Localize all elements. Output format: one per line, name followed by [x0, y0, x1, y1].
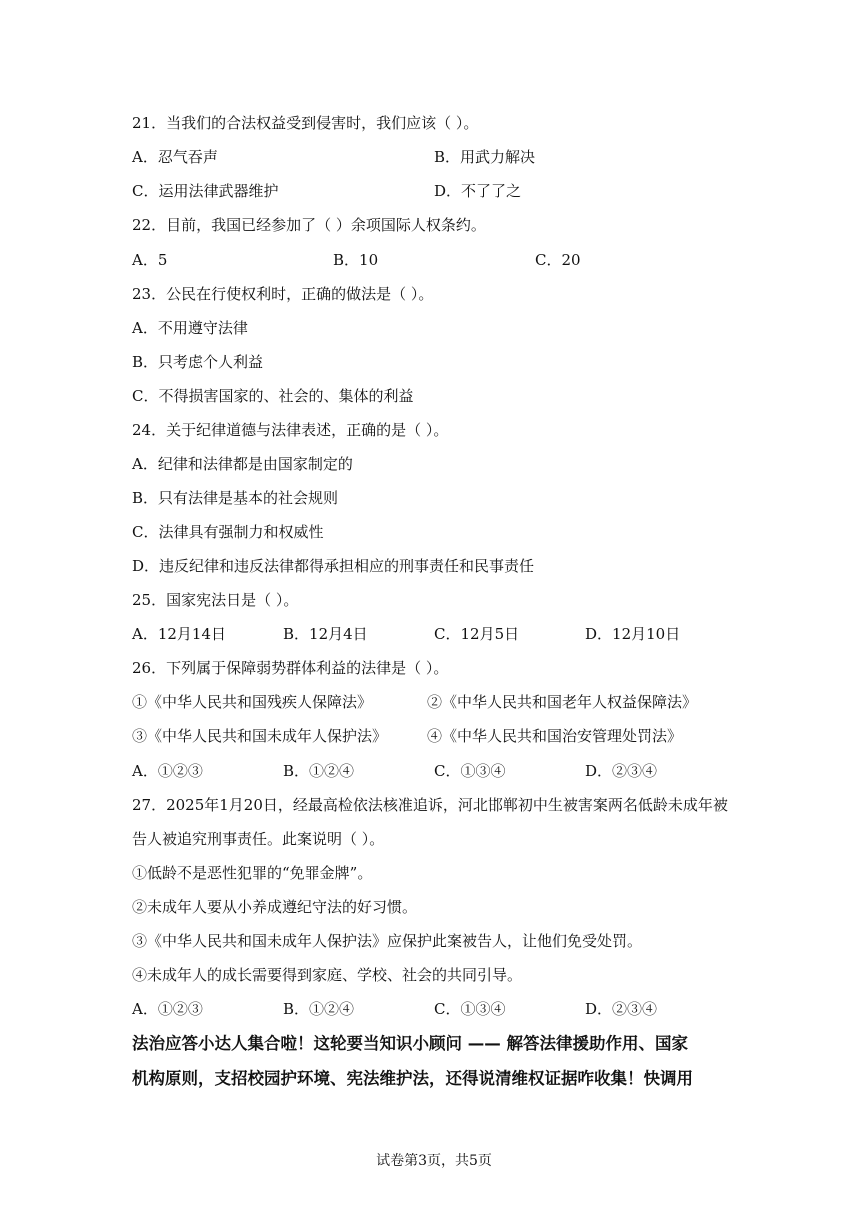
q23-option-a: A．不用遵守法律 [132, 319, 248, 337]
promo-line-1: 法治应答小达人集合啦！这轮要当知识小顾问 —— 解答法律援助作用、国家 [132, 1034, 688, 1053]
q27-item-4: ④未成年人的成长需要得到家庭、学校、社会的共同引导。 [132, 966, 523, 984]
question-23-stem: 23．公民在行使权利时，正确的做法是（ ）。 [132, 285, 434, 303]
q24-option-c: C．法律具有强制力和权威性 [132, 523, 324, 541]
q27-option-d: D．②③④ [585, 1000, 658, 1018]
q25-option-b: B．12月4日 [283, 625, 368, 643]
q23-option-c: C．不得损害国家的、社会的、集体的利益 [132, 387, 414, 405]
q26-option-d: D．②③④ [585, 762, 658, 780]
q27-item-3: ③《中华人民共和国未成年人保护法》应保护此案被告人，让他们免受处罚。 [132, 932, 643, 950]
q26-item-2: ②《中华人民共和国老年人权益保障法》 [427, 693, 698, 711]
question-22-stem: 22．目前，我国已经参加了（ ）余项国际人权条约。 [132, 216, 486, 234]
q21-option-b: B．用武力解决 [434, 148, 536, 166]
q24-option-b: B．只有法律是基本的社会规则 [132, 489, 339, 507]
page-footer: 试卷第3页，共5页 [376, 1153, 492, 1169]
question-24-stem: 24．关于纪律道德与法律表述，正确的是（ ）。 [132, 421, 449, 439]
q26-item-4: ④《中华人民共和国治安管理处罚法》 [427, 727, 683, 745]
q27-item-2: ②未成年人要从小养成遵纪守法的好习惯。 [132, 898, 418, 916]
q21-option-c: C．运用法律武器维护 [132, 182, 279, 200]
q24-option-a: A．纪律和法律都是由国家制定的 [132, 455, 353, 473]
q27-option-a: A．①②③ [132, 1000, 203, 1018]
q21-option-d: D．不了了之 [434, 182, 522, 200]
q25-option-c: C．12月5日 [434, 625, 520, 643]
question-25-stem: 25．国家宪法日是（ ）。 [132, 591, 299, 609]
q25-option-d: D．12月10日 [585, 625, 681, 643]
q27-item-1: ①低龄不是恶性犯罪的“免罪金牌”。 [132, 864, 373, 882]
q26-item-3: ③《中华人民共和国未成年人保护法》 [132, 727, 388, 745]
q25-option-a: A．12月14日 [132, 625, 227, 643]
q26-option-b: B．①②④ [283, 762, 355, 780]
q26-item-1: ①《中华人民共和国残疾人保障法》 [132, 693, 373, 711]
q22-option-a: A．5 [132, 251, 168, 269]
question-27-stem-line-2: 告人被追究刑事责任。此案说明（ ）。 [132, 830, 385, 848]
q27-option-b: B．①②④ [283, 1000, 355, 1018]
q26-option-c: C．①③④ [434, 762, 506, 780]
q22-option-b: B．10 [333, 251, 379, 269]
q22-option-c: C．20 [535, 251, 581, 269]
question-27-stem-line-1: 27．2025年1月20日，经最高检依法核准追诉，河北邯郸初中生被害案两名低龄未成年被 [132, 796, 728, 814]
q21-option-a: A．忍气吞声 [132, 148, 218, 166]
question-21-stem: 21．当我们的合法权益受到侵害时，我们应该（ ）。 [132, 114, 479, 132]
q24-option-d: D．违反纪律和违反法律都得承担相应的刑事责任和民事责任 [132, 557, 535, 575]
promo-line-2: 机构原则，支招校园护环境、宪法维护法，还得说清维权证据咋收集！快调用 [132, 1069, 693, 1088]
q26-option-a: A．①②③ [132, 762, 203, 780]
question-26-stem: 26．下列属于保障弱势群体利益的法律是（ ）。 [132, 659, 449, 677]
q27-option-c: C．①③④ [434, 1000, 506, 1018]
q23-option-b: B．只考虑个人利益 [132, 353, 264, 371]
